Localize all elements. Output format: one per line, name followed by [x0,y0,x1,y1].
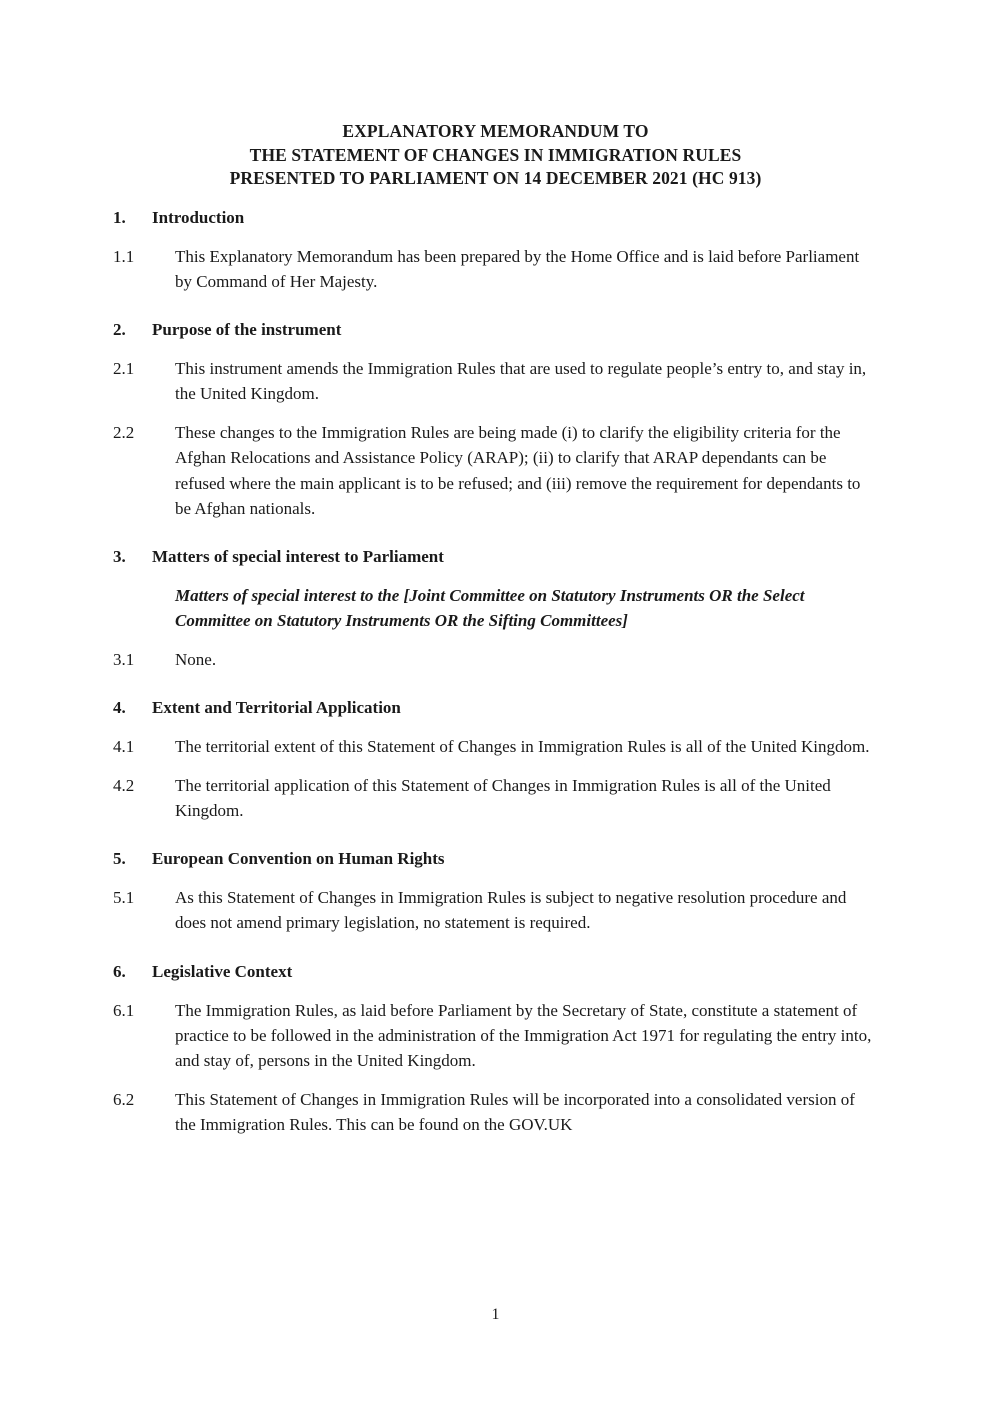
paragraph-2-2 [113,420,878,520]
section-title: Purpose of the instrument [152,320,342,340]
paragraph-number: 4.1 [113,737,135,757]
paragraph-text: This instrument amends the Immigration Rules that are used to regulate people’s entry to, and stay in, the United Kingdom. [175,359,867,404]
document-title-line-3: PRESENTED TO PARLIAMENT ON 14 DECEMBER 2021 (HC 913) [229,168,762,188]
section-number: 4. [113,698,126,718]
section-number: 1. [113,208,126,227]
paragraph-5-1 [113,885,878,935]
paragraph-number: 6.2 [113,1089,135,1109]
section-3-note: Matters of special interest to the [Joint Committee on Statutory Instruments OR the Select Committee on Statutory Instruments OR the Sifting Committees] [175,585,805,630]
section-1 [113,205,878,294]
paragraph-3-1 [113,647,878,672]
section-3 [113,544,878,672]
section-title: European Convention on Human Rights [152,849,445,869]
section-5 [113,846,878,935]
paragraph-number: 2.2 [113,423,135,443]
section-6 [113,959,878,1137]
document-title-line-2: THE STATEMENT OF CHANGES IN IMMIGRATION RULES [249,144,742,165]
paragraph-text: As this Statement of Changes in Immigration Rules is subject to negative resolution procedure and does not amend primary legislation, no statement is required. [175,888,847,933]
paragraph-text: The Immigration Rules, as laid before Parliament by the Secretary of State, constitute a statement of practice to be followed in the administration of the Immigration Act 1971 for regulating the entry into, and stay of, persons in the United Kingdom. [175,1000,872,1070]
paragraph-4-2 [113,773,878,823]
paragraph-1-1 [113,244,878,294]
page-number: 1 [491,1306,500,1323]
paragraph-6-1 [113,998,878,1073]
section-title: Introduction [152,208,245,227]
section-title: Matters of special interest to Parliament [152,546,444,566]
section-spacer [113,950,878,959]
paragraph-number: 4.2 [113,776,135,796]
section-title: Legislative Context [152,961,293,981]
paragraph-text: These changes to the Immigration Rules are being made (i) to clarify the eligibility criteria for the Afghan Relocations and Assistance Policy (ARAP); (ii) to clarify that ARAP dependants can be refused where the main applicant is to be refused; and (iii) remove the requirement for dependants to be Afghan nationals. [175,423,861,518]
section-spacer [113,535,878,544]
paragraph-number: 2.1 [113,359,135,379]
paragraph-2-1 [113,356,878,406]
section-heading-4 [113,695,878,720]
section-number: 3. [113,546,126,566]
section-title: Extent and Territorial Application [152,698,401,718]
document-title [0,120,991,191]
paragraph-text: The territorial extent of this Statement of Changes in Immigration Rules is all of the United Kingdom. [175,737,870,757]
paragraph-number: 3.1 [113,649,135,669]
paragraph-number: 5.1 [113,888,135,908]
section-heading-3 [113,544,878,569]
paragraph-number: 1.1 [113,247,135,266]
section-heading-2 [113,317,878,342]
section-number: 5. [113,849,126,869]
paragraph-text: This Explanatory Memorandum has been prepared by the Home Office and is laid before Parliament by Command of Her Majesty. [175,247,860,292]
document-title-line-1: EXPLANATORY MEMORANDUM TO [342,121,649,141]
document-body [113,205,878,1151]
section-number: 2. [113,320,126,340]
paragraph-number: 6.1 [113,1000,135,1020]
section-4 [113,695,878,823]
section-heading-6 [113,959,878,984]
section-heading-5 [113,846,878,871]
section-2 [113,317,878,521]
section-heading-1 [113,205,878,230]
section-spacer [113,837,878,846]
section-number: 6. [113,961,126,981]
paragraph-6-2 [113,1087,878,1137]
paragraph-text: None. [175,649,217,669]
paragraph-4-1 [113,734,878,759]
section-spacer [113,308,878,317]
paragraph-text: This Statement of Changes in Immigration Rules will be incorporated into a consolidated version of the Immigration Rules. This can be found on the GOV.UK [175,1089,855,1134]
section-spacer [113,686,878,695]
paragraph-text: The territorial application of this Statement of Changes in Immigration Rules is all of the United Kingdom. [175,776,831,821]
